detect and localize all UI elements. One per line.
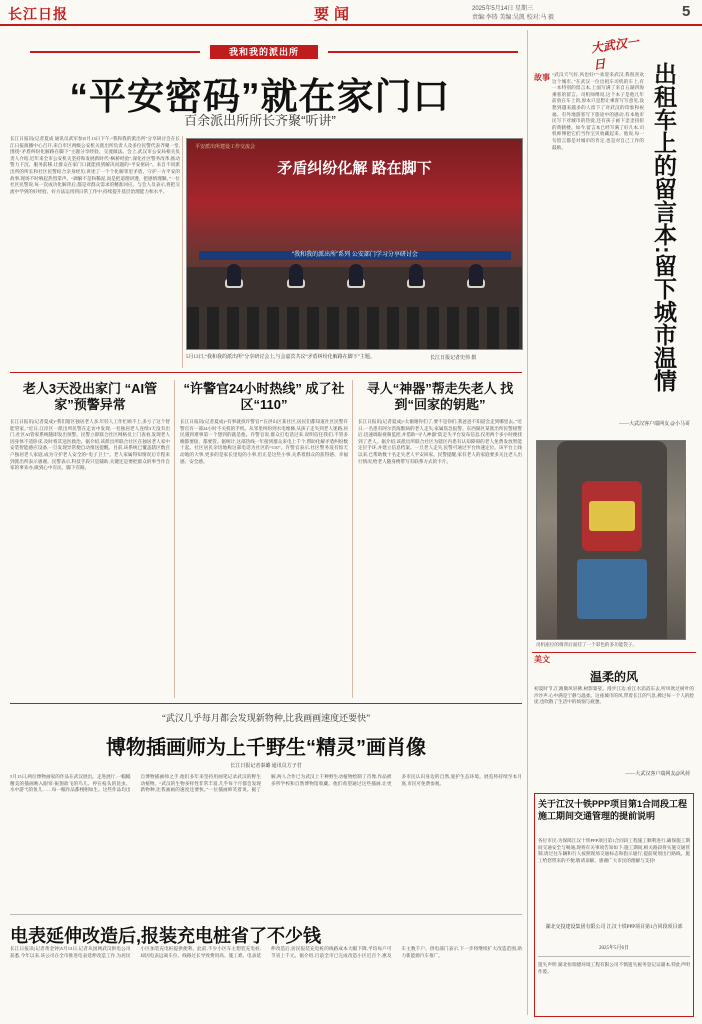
- speaker-figure: [409, 264, 423, 286]
- notice-date: 2025年5月6日: [598, 946, 629, 951]
- header-meta: [472, 5, 554, 23]
- section-rule: [10, 372, 522, 373]
- feature-subhead: 百余派出所所长齐聚“听讲”: [184, 113, 336, 128]
- article-4-kicker: “武汉几乎每月都会发现新物种,比我画画速度还要快”: [161, 713, 371, 723]
- right-column-rule: [527, 30, 528, 1015]
- taxi-seat-photo: [536, 440, 686, 640]
- date-line: 2025年5月14日 星期三: [472, 6, 534, 12]
- speaker-figure: [349, 264, 363, 286]
- story-body: “武汉天气好,风也好!”“欢迎来武汉,我很喜欢这个城市。”在武汉一位出租车司机的车上,有一本特别的留言本,上面写满了来自五湖四海乘客的留言。司机师傅说,这个本子是他几年前放在车上的,原本只是想让乘客写写意见,没想到越来越多的人留下了对武汉的印象和祝福。有外地游客写下旅途中的感动,有本地市民写下对城市的热爱,还有孩子画下歪歪扭扭的黄鹤楼。如今,留言本已经写满了好几本,司机师傅把它们当作宝贝收藏起来。他说,每一句留言都是对城市的肯定,也是对自己工作的鼓励。: [552, 72, 644, 150]
- editors-line: 责编:李铸 美编:吴凯 校对:马 毅: [472, 15, 555, 21]
- essay-credit: ——大武汉客户端网友@风荷: [625, 772, 690, 777]
- section-rule: [10, 914, 522, 915]
- column-rule: [174, 380, 175, 698]
- band-rule-right: [328, 51, 518, 53]
- article-1-body: 长江日报讯(记者夏成)“我们辖区独居老人多,年轻人工作忙顾不上,多亏了这个智能管家。”近日,江岸区一派出所民警在走访中发现,一名独居老人连续3天没有出门,社区AI管家系统随即发出预警。民警立即联合社区网格员上门查看,发现老人因身体不适卧床,及时将其送医救治。据介绍,该派出所联合社区在独居老人家中安装智能感应设备,一旦发现异常便自动推送提醒。目前,该系统已覆盖辖区数百户独居老人家庭,成为守护老人安全的“电子卫士”。老人家属得知情况后专程来到派出所表示感谢。民警表示,科技手段只是辅助,关键还是要把群众的事当作自家的事来办,做到心中有民、脚下有路。: [10, 419, 170, 471]
- essay-tag: 美文: [534, 655, 550, 664]
- story-tag: 故事: [534, 73, 550, 82]
- band-rule-left: [30, 51, 200, 53]
- feature-band: 我和我的派出所: [210, 45, 318, 59]
- header-rule: [0, 24, 702, 26]
- section-rule: [532, 652, 696, 653]
- article-5-body: 长江日报讯(记者黄金钟)5月13日,记者从国网武汉供电公司获悉,今年以来,该公司在全市推进电表延伸改造工作,为居民小区加装充电桩提供便利。此前,不少小区车主想装充电桩,却因电表远离车位、线路过长导致费用高、施工难。电表延伸改造后,居民报装充电桩的线路成本大幅下降,平均每户可节省上千元。据介绍,目前全市已完成改造小区近百个,惠及车主数千户。供电部门表示,下一步将继续扩大改造范围,助力新能源汽车推广。: [10, 946, 522, 958]
- article-3-body: 长江日报讯(记者夏成)“太谢谢你们了,要不是你们,我爸爸不知道会走到哪里去。”近日,一名患有阿尔茨海默病的老人走失,家属焦急报警。东西湖区某派出所民警接警后,迅速调取视频监控,并借助“寻人神器”防走失平台发布信息,仅用两个多小时便找到了老人。据介绍,该派出所联合社区为辖区内患有认知障碍的老人免费发放智能定位手环,并建立信息档案。一旦老人走失,民警可通过平台快速定位。该平台上线以来,已帮助数十名走失老人平安回家。民警提醒,家有老人的家庭要多关注老人出行情况,给老人随身携带写有联系方式的卡片。: [358, 419, 522, 464]
- column-rule: [352, 380, 353, 698]
- backdrop-top-text: 平安派出所建设工作交流会: [195, 144, 256, 150]
- backdrop-bottom-text: “我和我的派出所”系列 公安部门学习分享研讨会: [199, 251, 511, 260]
- speaker-figure: [289, 264, 303, 286]
- essay-body: 初夏时节,江滩微风轻拂,树影婆娑。漫步江边,看江水滔滔东去,听风吹过树叶的沙沙声,心中满是宁静与温柔。这座城市的风,带着长江的气息,拂过每一个人的脸庞,也吹散了生活中的烦恼与疲惫。: [534, 686, 694, 705]
- seat-bag: [577, 559, 647, 619]
- feature-body-left: 长江日报讯(记者夏成 通讯员武军参)5月13日下午,“我和我的派出所”分享研讨会在长江日报演播中心召开,来自市区两级公安机关派出所负责人及多位民警代表齐聚一堂,围绕“矛盾纠纷化解路在脚下”主题分享经验、交流做法。会上,武汉市公安局相关负责人介绍,近年来全市公安机关坚持和发展新时代“枫桥经验”,深化社区警务改革,推动警力下沉、服务前移,让群众在家门口就能找到解决问题的“平安密码”。来自不同派出所的所长和社区民警结合亲身经历,讲述了一个个化解邻里矛盾、守护一方平安的故事,现场不时响起热烈掌声。“调解不是和稀泥,而是把道理讲透、把感情理顺。”一位社区民警说,每一次成功化解背后,都是对群众需求的精准回应。与会人员表示,将把交流中学到的好经验、好方法运用到日常工作中,持续提升基层治理能力和水平。: [10, 136, 180, 194]
- article-1-headline: 老人3天没出家门 “AI管家”预警异常: [22, 381, 158, 412]
- section-title: 要闻: [314, 5, 355, 23]
- article-4-byline: 长江日报记者秦璐 通讯员方子君: [230, 764, 302, 769]
- column-rule: [182, 136, 183, 368]
- page-number: 5: [682, 3, 691, 20]
- article-3-headline: 寻人“神器”帮走失老人 找到“回家的钥匙”: [366, 381, 514, 412]
- loss-statement: 遗失声明 湖北恒瑞德环境工程有限公司不慎遗失税务登记证副本,特此声明作废。: [538, 962, 690, 974]
- story-credit: ——大武汉客户端网友 @小马哥: [619, 422, 690, 427]
- audience-rows: [187, 307, 523, 350]
- feature-photo-caption: 5月13日,“我和我的派出所”分享研讨会上,与会嘉宾共议“矛盾纠纷化解路在脚下”主题。: [186, 355, 375, 360]
- speaker-figure: [469, 264, 483, 286]
- side-photo-caption: 司机座位的椅背后面挂了一个彩色的多功能袋子。: [536, 642, 638, 647]
- notice-rule: [538, 956, 690, 957]
- daily-column-logo: 大武汉一日: [590, 34, 640, 73]
- notice-title: 关于江汉十铁PPP项目第1合同段工程施工期间交通管理的提前说明: [538, 799, 688, 821]
- article-4-body: 5月15日,两位博物画家的作品在武汉展出。走进展厅,一幅幅精美的插画映入眼帘:振翅欲飞的鸟儿、停在枝头的昆虫、水中游弋的鱼儿……每一幅作品都栩栩如生。这些作品均出自博物插画师之手,他们多年来坚持用画笔记录武汉的野生动植物。“武汉的生物多样性非常丰富,几乎每个月都会发现新物种,比我画画的速度还要快。”一位插画师笑着说。据了解,两人合作已为武汉上千种野生动植物绘制了肖像,作品被多所学校和自然博物馆收藏。他们希望通过这些插画,让更多市民认识身边的自然,爱护生态环境。展览将持续至本月底,市民可免费参观。: [10, 774, 522, 793]
- feature-photo-credit: 长江日报记者史伟 摄: [430, 356, 477, 361]
- notice-signature: 湖北交投建设集团有限公司 江汉十铁PPP项目第1合同段项目部: [545, 925, 683, 930]
- section-rule: [10, 703, 522, 704]
- article-2-headline: “许警官24小时热线” 成了社区“110”: [183, 381, 345, 412]
- backdrop-title: 矛盾纠纷化解 路在脚下: [277, 160, 432, 177]
- speaker-figure: [227, 264, 241, 286]
- message-notebook: [589, 501, 635, 531]
- feature-headline: “平安密码”就在家门口: [69, 76, 451, 117]
- article-4-headline: 博物插画师为上千野生“精灵”画肖像: [106, 737, 426, 759]
- newspaper-logo: 长江日报: [8, 7, 68, 23]
- article-2-body: 长江日报讯(记者夏成)“有事就找许警官!”在洪山区某社区,居民们都知道社区民警许警官有一部24小时不关机的手机。从邻里纠纷到水电维修,从孩子走失到老人迷路,居民遇到难事第一个想到的就是他。许警官说,群众打电话过来,说明信任我们,不管多晚都要接、都要管。据统计,这部热线一年接到群众来电上千个,帮助化解矛盾纠纷数十起。社区居民亲切地称这部电话为社区的“110”。许警官表示,社区警务没有惊天动地的大事,更多的是家长里短的小事,但正是这些小事,关系着群众的获得感、幸福感、安全感。: [180, 419, 348, 464]
- article-5-headline: 电表延伸改造后,报装充电桩省了不少钱: [10, 926, 321, 946]
- notice-body: 各位市民:为保障江汉十铁PPP项目第1合同段工程施工顺利进行,确保施工期间交通安全与畅通,现将有关事项告知如下:施工期间,相关路段将实施交通管制,请过往车辆和行人按照现场交通标志和指示通行,提前规划出行路线。施工给您带来的不便,敬请谅解。感谢广大市民的理解与支持!: [538, 838, 690, 863]
- essay-title: 温柔的风: [590, 670, 639, 684]
- feature-photo: [186, 138, 523, 350]
- vertical-headline: 出租车上的留言本:留下城市温情: [651, 62, 677, 392]
